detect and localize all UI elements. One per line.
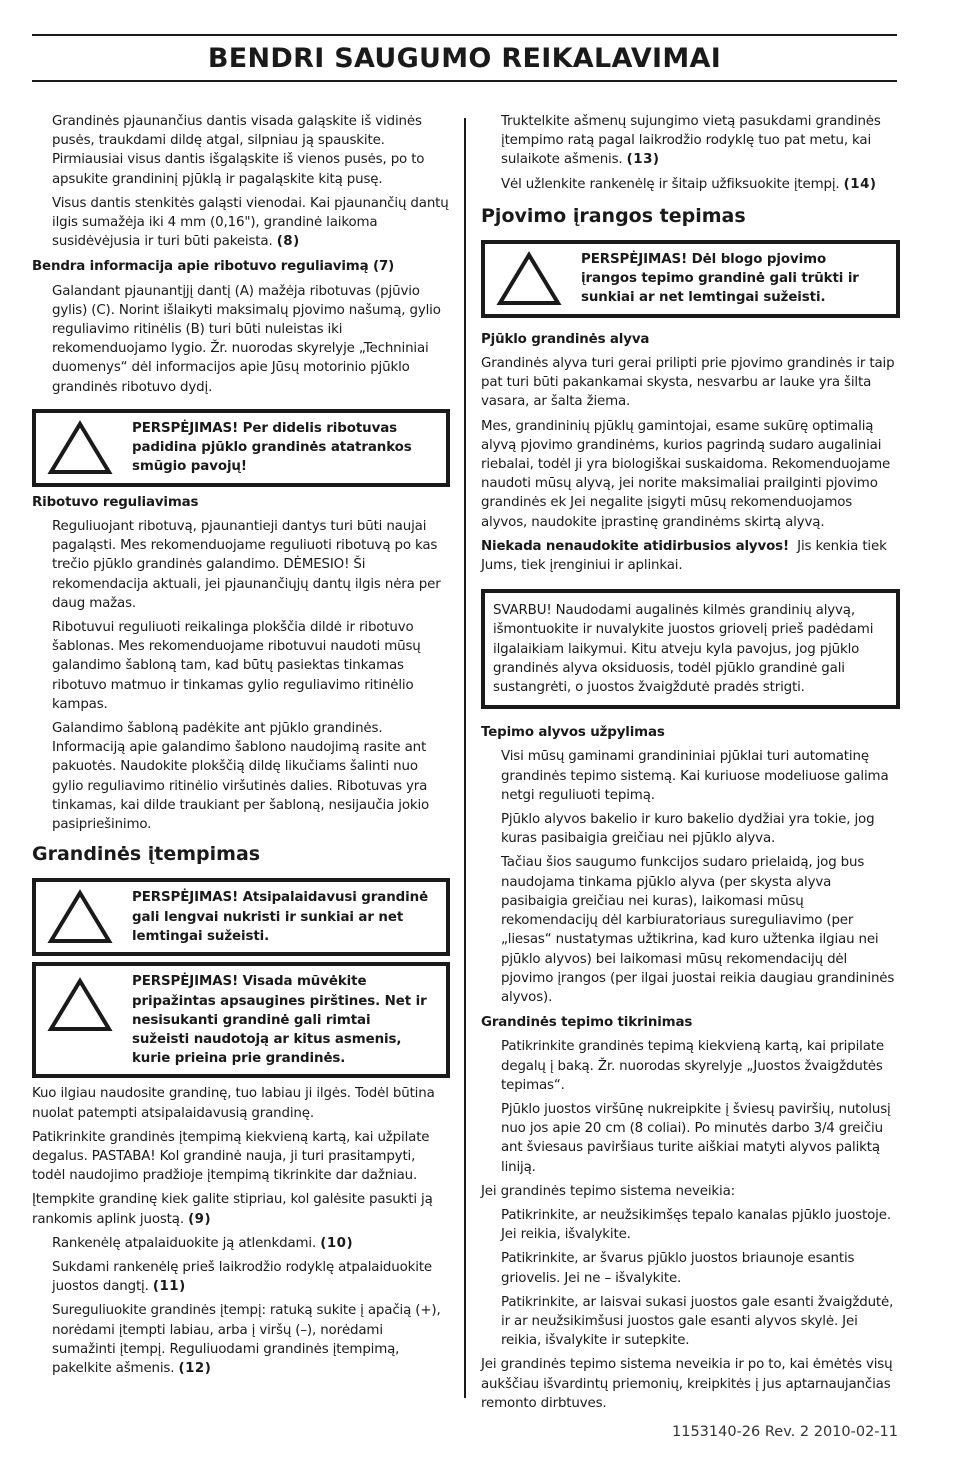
paragraph (481, 175, 900, 194)
paragraph: Reguliuojant ribotuvą, pjaunantieji dantys turi būti naujai pagaląsti. Mes rekomenduojame reguliuoti ribotuvą po kas trečio pjūklo grandinės galandimo. DĖMESIO! Ši rekomendacija aktuali, jei pjaunančiųjų dantų ilgis nėra per daug mažas. (52, 519, 441, 611)
warning-text: PERSPĖJIMAS! Visada mūvėkite pripažintas apsaugines pirštines. Net ir nesisukanti grandinė gali rimtai sužeisti naudotoją ar kitus asmenis, kurie prieina prie grandinės. (132, 974, 427, 1067)
warning-text: PERSPĖJIMAS! Per didelis ribotuvas padidina pjūklo grandinės atatrankos smūgio pavojų! (132, 421, 412, 475)
figure-ref: (14) (843, 176, 877, 192)
subheading-text: Bendra informacija apie ribotuvo reguliavimą (32, 259, 369, 275)
warning-triangle-icon (42, 888, 118, 946)
column-divider (464, 118, 466, 1398)
paragraph (481, 112, 900, 170)
paragraph: Patikrinkite, ar laisvai sukasi juostos gale esanti žvaigždutė, ir ar neužsikimšusi juostos gale esanti alyvos skylė. Jei reikia, išvalykite ir sutepkite. (501, 1294, 894, 1349)
paragraph (32, 1301, 450, 1378)
paragraph: Jei grandinės tepimo sistema neveikia: (481, 1183, 736, 1199)
paragraph (481, 537, 900, 575)
paragraph (32, 1234, 450, 1253)
paragraph-text: Sureguliuokite grandinės įtempį: ratuką sukite į apačią (+), norėdami įtempti labiau, arba į viršų (–), norėdami sumažinti įtempį. Reguliuodami grandinės įtempimą, pakelkite ašmenis. (52, 1303, 441, 1376)
warning-box (481, 240, 900, 318)
paragraph: Pjūklo juostos viršūnę nukreipkite į šviesų paviršių, nutolusį nuo jos apie 20 cm (8 coliai). Po minutės darbo 3/4 greičiu ant šviesaus paviršiaus turite aiškiai matyti alyvos paliktą liniją. (501, 1101, 891, 1175)
subheading-depth-gauge (32, 257, 450, 276)
paragraph: Galandant pjaunantįjį dantį (A) mažėja ribotuvas (pjūvio gylis) (C). Norint išlaikyti maksimalų pjovimo našumą, gylio reguliavimo ritinėlis (B) turi būti nuleistas iki rekomenduojamo lygio. Žr. nuorodas skyrelyje „Techniniai duomenys“ dėl informacijos apie Jūsų motorinio pjūklo grandinės ribotuvo dydį. (52, 283, 441, 395)
document-id: 1153140-26 Rev. 2 2010-02-11 (672, 1424, 898, 1440)
page-title: BENDRI SAUGUMO REIKALAVIMAI (207, 43, 722, 74)
paragraph: Visi mūsų gaminami grandininiai pjūklai turi automatinę grandinės tepimo sistemą. Kai kuriuose modeliuose galima netgi reguliuoti tepimą. (501, 749, 889, 803)
paragraph-text: Vėl užlenkite rankenėlę ir šitaip užfiksuokite įtempį. (501, 176, 840, 192)
paragraph: Patikrinkite, ar švarus pjūklo juostos briaunoje esantis griovelis. Jei ne – išvalykite. (501, 1251, 855, 1286)
paragraph: Patikrinkite, ar neužsikimšęs tepalo kanalas pjūklo juostoje. Jei reikia, išvalykite. (501, 1207, 891, 1243)
right-column (481, 112, 900, 1418)
subheading-filling: Tepimo alyvos užpylimas (481, 725, 665, 741)
subheading-adjustment: Ribotuvo reguliavimas (32, 494, 199, 510)
bold-text: Niekada nenaudokite atidirbusios alyvos! (481, 538, 789, 554)
left-column (32, 112, 450, 1383)
warning-box (32, 878, 450, 956)
paragraph-text: Jis kenkia tiek Jums, tiek įrenginiui ir aplinkai. (481, 538, 887, 574)
warning-text: PERSPĖJIMAS! Atsipalaidavusi grandinė gali lengvai nukristi ir sunkiai ar net lemtingai sužeisti. (132, 890, 429, 944)
warning-box (32, 962, 450, 1078)
paragraph: Kuo ilgiau naudosite grandinę, tuo labiau ji ilgės. Todėl būtina nuolat patempti atsipalaidavusią grandinę. (32, 1086, 435, 1121)
header-bottom-rule (32, 80, 897, 82)
paragraph-text: Visus dantis stenkitės galąsti vienodai. Kai pjaunančių dantų ilgis sumažėja iki 4 mm (0,16"), grandinė laikoma susidėvėjusia ir turi būti pakeista. (52, 195, 449, 250)
paragraph: Grandinės alyva turi gerai prilipti prie pjovimo grandinės ir taip pat turi būti pakankamai skysta, nesvarbu ar lauke yra šilta vasara, ar šalta žiema. (481, 356, 895, 410)
paragraph-text: Rankenėlę atpalaiduokite ją atlenkdami. (52, 1235, 317, 1251)
paragraph (32, 1258, 450, 1296)
paragraph: Patikrinkite grandinės įtempimą kiekvieną kartą, kai užpilate degalus. PASTABA! Kol grandinė nauja, ji turi prasitampyti, todėl naudojimo pradžioje įtempimą tikrinkite dar dažniau. (32, 1129, 430, 1184)
paragraph: Mes, grandininių pjūklų gamintojai, esame sukūrę optimalią alyvą pjovimo grandinėms, kurios pagrindą sudaro augaliniai riebalai, todėl ji yra biologiškai suskaidoma. Rekomenduojame naudoti mūsų alyvą, jei norite maksimaliai prailginti pjovimo grandinės ek Jei negalite įsigyti mūsų rekomenduojamos alyvos, naudokite įprastinę grandinėms skirtą alyvą. (481, 418, 891, 530)
figure-ref: (13) (626, 152, 660, 168)
paragraph-text: Įtempkite grandinę kiek galite stipriau, kol galėsite pasukti ją rankomis aplink juostą. (32, 1192, 433, 1227)
paragraph-text: Truktelkite ašmenų sujungimo vietą pasukdami grandinės įtempimo ratą pagal laikrodžio rodyklę tuo pat metu, kai sulaikote ašmenis. (501, 114, 881, 168)
paragraph: Pjūklo alyvos bakelio ir kuro bakelio dydžiai yra tokie, jog kuras pasibaigia greičiau nei pjūklo alyva. (501, 812, 875, 847)
figure-ref: (8) (276, 234, 300, 250)
subheading-checking: Grandinės tepimo tikrinimas (481, 1015, 693, 1031)
warning-triangle-icon (42, 419, 118, 477)
figure-ref: (7) (372, 259, 395, 275)
paragraph (32, 1190, 450, 1228)
paragraph: Tačiau šios saugumo funkcijos sudaro prielaidą, jog bus naudojama tinkama pjūklo alyva (per skysta alyva pasibaigia greičiau nei kuras), laikomasi mūsų rekomendacijų dėl karbiuratoriaus sureguliavimo (per „liesas“ nustatymas užtikrina, kad kuro užtenka ilgiau nei pjūklo alyvos) bei laikomasi mūsų rekomendacijų dėl pjovimo įrangos (per ilgai juostai reikia daugiau grandininės alyvos). (501, 855, 895, 1005)
figure-ref: (12) (178, 1360, 212, 1376)
figure-ref: (11) (152, 1279, 186, 1295)
figure-ref: (10) (320, 1235, 354, 1251)
important-notice-box: SVARBU! Naudodami augalinės kilmės grandinių alyvą, išmontuokite ir nuvalykite juostos griovelį prieš padėdami ilgalaikiam laikymui. Kitu atveju kyla pavojus, jog pjūklo grandinės alyva oksiduosis, todėl pjūklo grandinė gali sustangrėti, o juostos žvaigždutė pradės strigti. (481, 589, 900, 709)
paragraph: Patikrinkite grandinės tepimą kiekvieną kartą, kai pripilate degalų į baką. Žr. nuorodas skyrelyje „Juostos žvaigždutės tepimas“. (501, 1039, 884, 1093)
page-header (32, 34, 897, 82)
paragraph: Ribotuvui reguliuoti reikalinga plokščia dildė ir ribotuvo šablonas. Mes rekomenduojame ribotuvui naudoti mūsų galandimo šabloną tam, kad būtų pasiektas tinkamas ribotuvo matmuo ir tinkamas gylio reguliavimo ritinėlio kampas. (52, 620, 421, 712)
paragraph: Grandinės pjaunančius dantis visada galąskite iš vidinės pusės, traukdami dildę atgal, silpniau ją spauskite. Pirmiausiai visus dantis išgaląskite iš vienos pusės, po to apsukite grandininį pjūklą ir pagaląskite kitą pusę. (52, 114, 425, 187)
paragraph-text: Sukdami rankenėlę prieš laikrodžio rodyklę atpalaiduokite juostos dangtį. (52, 1259, 433, 1295)
section-heading-lubrication: Pjovimo įrangos tepimas (481, 204, 746, 227)
paragraph: Galandimo šabloną padėkite ant pjūklo grandinės. Informaciją apie galandimo šablono naudojimą rasite ant pakuotės. Naudokite plokščią dildę likučiams šalinti nuo gylio reguliavimo ritinėlio viršutinės dalies. Ribotuvas yra tinkamas, kai dilde traukiant per šabloną, nesijaučia jokio pasipriešinimo. (52, 721, 430, 833)
warning-text: PERSPĖJIMAS! Dėl blogo pjovimo įrangos tepimo grandinė gali trūkti ir sunkiai ar net lemtingai sužeisti. (581, 252, 859, 306)
warning-triangle-icon (491, 250, 567, 308)
paragraph (32, 194, 450, 252)
warning-triangle-icon (42, 976, 118, 1034)
section-heading-chain-tension: Grandinės įtempimas (32, 843, 261, 866)
subheading-chain-oil: Pjūklo grandinės alyva (481, 331, 650, 347)
figure-ref: (9) (188, 1211, 212, 1227)
warning-box (32, 409, 450, 487)
paragraph: Jei grandinės tepimo sistema neveikia ir po to, kai ėmėtės visų aukščiau išvardintų priemonių, kreipkitės į jus aptarnaujančias remonto dirbtuves. (481, 1357, 893, 1411)
